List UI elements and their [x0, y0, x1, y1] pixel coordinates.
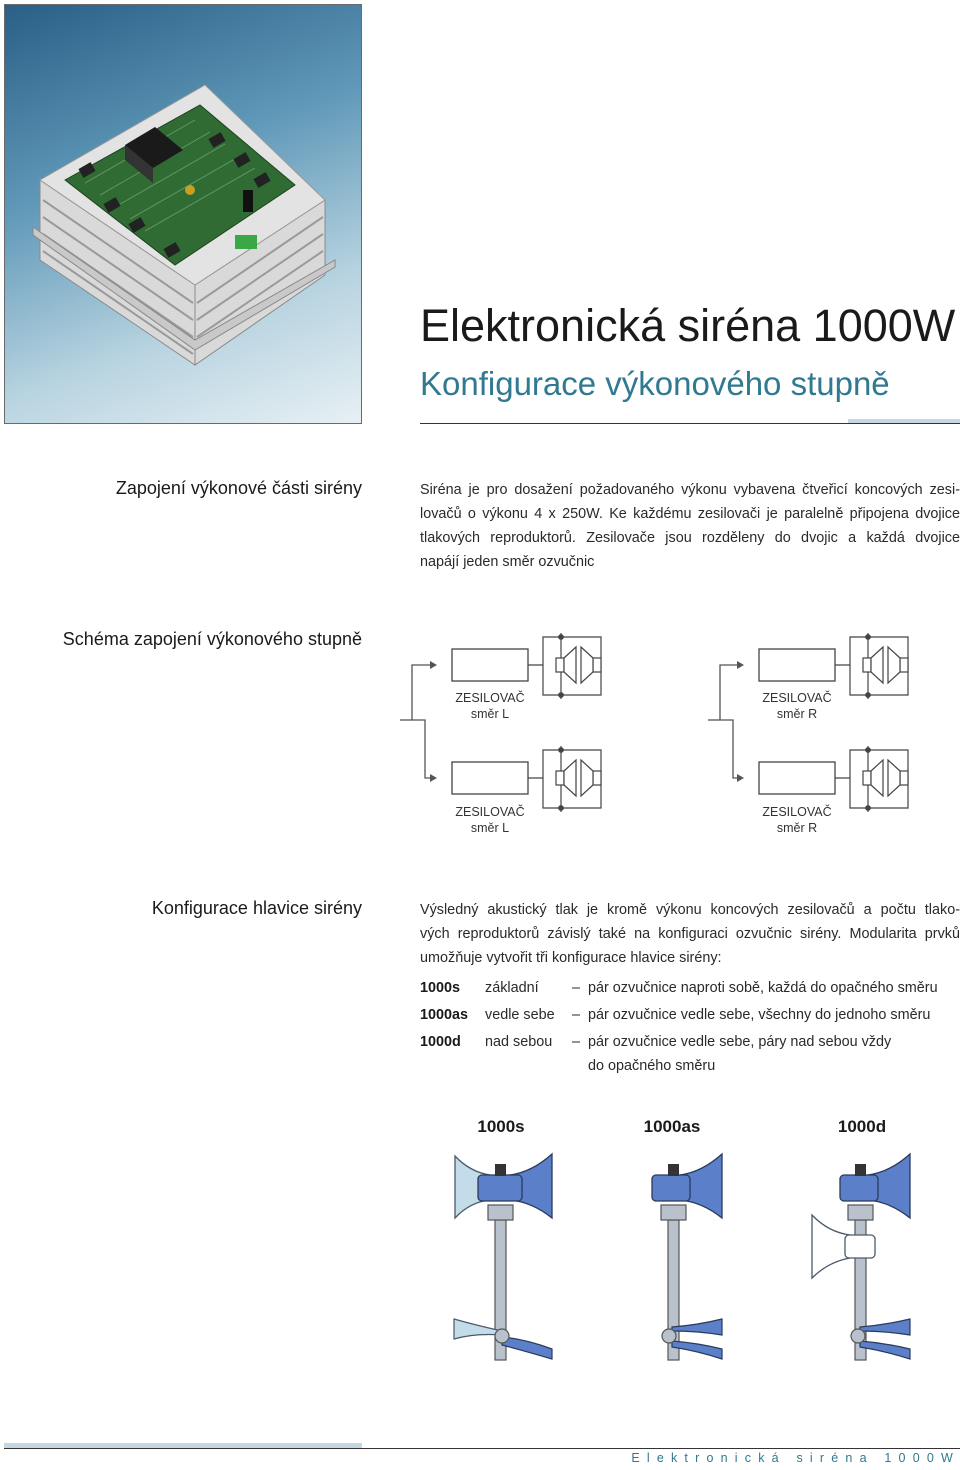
config-dash: – — [572, 1007, 581, 1023]
config-name: základní — [485, 980, 539, 996]
siren-1000d-top-view — [851, 1319, 910, 1359]
config-description: do opačného směru — [588, 1058, 716, 1074]
amplifier-board-image — [5, 5, 361, 423]
config-code: 1000as — [420, 1007, 469, 1023]
config-list — [420, 980, 960, 1090]
amplifier-label-direction: směr R — [776, 821, 818, 835]
amplifier-photo — [4, 4, 362, 424]
amplifier-label-name: ZESILOVAČ — [455, 805, 525, 819]
amplifier-label — [737, 804, 857, 836]
list-item — [420, 1007, 960, 1031]
config-dash: – — [572, 1034, 581, 1050]
config-code: 1000d — [420, 1034, 461, 1050]
amplifier-label — [737, 690, 857, 722]
config-name: nad sebou — [485, 1034, 553, 1050]
page-subtitle: Konfigurace výkonového stupně — [420, 365, 890, 402]
amplifier-label — [430, 690, 550, 722]
amplifier-label-direction: směr L — [470, 707, 510, 721]
paragraph-line: tlakových reproduktorů. Zesilovače jsou rozděleny do dvojic a každá dvojice — [420, 530, 960, 546]
siren-1000s-top-view — [454, 1319, 552, 1359]
section-heading-wiring: Zapojení výkonové části sirény — [115, 478, 362, 498]
paragraph-line: lovačů o výkonu 4 x 250W. Ke každému zesilovači je paralelně připojena dvojice — [420, 506, 960, 522]
footer-rule — [4, 1448, 960, 1449]
wiring-paragraph — [420, 478, 960, 574]
amplifier-label-name: ZESILOVAČ — [762, 805, 832, 819]
list-item — [420, 980, 960, 1004]
amplifier-box — [452, 649, 528, 681]
paragraph-line: Siréna je pro dosažení požadovaného výkonu vybavena čtveřicí koncových zesi- — [420, 482, 960, 498]
list-item — [420, 1034, 960, 1082]
amplifier-label — [430, 804, 550, 836]
config-paragraph — [420, 898, 960, 970]
section-heading-config: Konfigurace hlavice sirény — [151, 898, 362, 918]
model-label-1000d: 1000d — [837, 1117, 887, 1136]
amplifier-label-direction: směr R — [776, 707, 818, 721]
paragraph-line: vých reproduktorů závislý také na konfiguraci ozvučnic sirény. Modularita prvků — [420, 926, 960, 942]
page-title: Elektronická siréna 1000W — [420, 300, 956, 351]
config-description: pár ozvučnice vedle sebe, všechny do jednoho směru — [588, 1007, 931, 1023]
header-rule — [420, 423, 960, 424]
config-description: pár ozvučnice naproti sobě, každá do opačného směru — [588, 980, 938, 996]
siren-top-views — [440, 1315, 920, 1365]
paragraph-line: napájí jeden směr ozvučnic — [420, 554, 595, 570]
config-dash: – — [572, 980, 581, 996]
amplifier-label-direction: směr L — [470, 821, 510, 835]
config-name: vedle sebe — [485, 1007, 555, 1023]
paragraph-line: umožňuje vytvořit tři konfigurace hlavice sirény: — [420, 950, 722, 966]
amplifier-label-name: ZESILOVAČ — [455, 691, 525, 705]
config-code: 1000s — [420, 980, 461, 996]
amplifier-box — [759, 649, 835, 681]
siren-1000as-top-view — [662, 1319, 722, 1359]
amplifier-label-name: ZESILOVAČ — [762, 691, 832, 705]
paragraph-line: Výsledný akustický tlak je kromě výkonu koncových zesilovačů a počtu tlako- — [420, 902, 960, 918]
amplifier-box — [759, 762, 835, 794]
config-description: pár ozvučnice vedle sebe, páry nad sebou vždy — [588, 1034, 892, 1050]
amplifier-box — [452, 762, 528, 794]
model-label-1000s: 1000s — [477, 1117, 525, 1136]
section-heading-schema: Schéma zapojení výkonového stupně — [62, 629, 362, 649]
footer-text: Elektronická siréna 1000W — [631, 1451, 960, 1465]
model-label-1000as: 1000as — [643, 1117, 701, 1136]
